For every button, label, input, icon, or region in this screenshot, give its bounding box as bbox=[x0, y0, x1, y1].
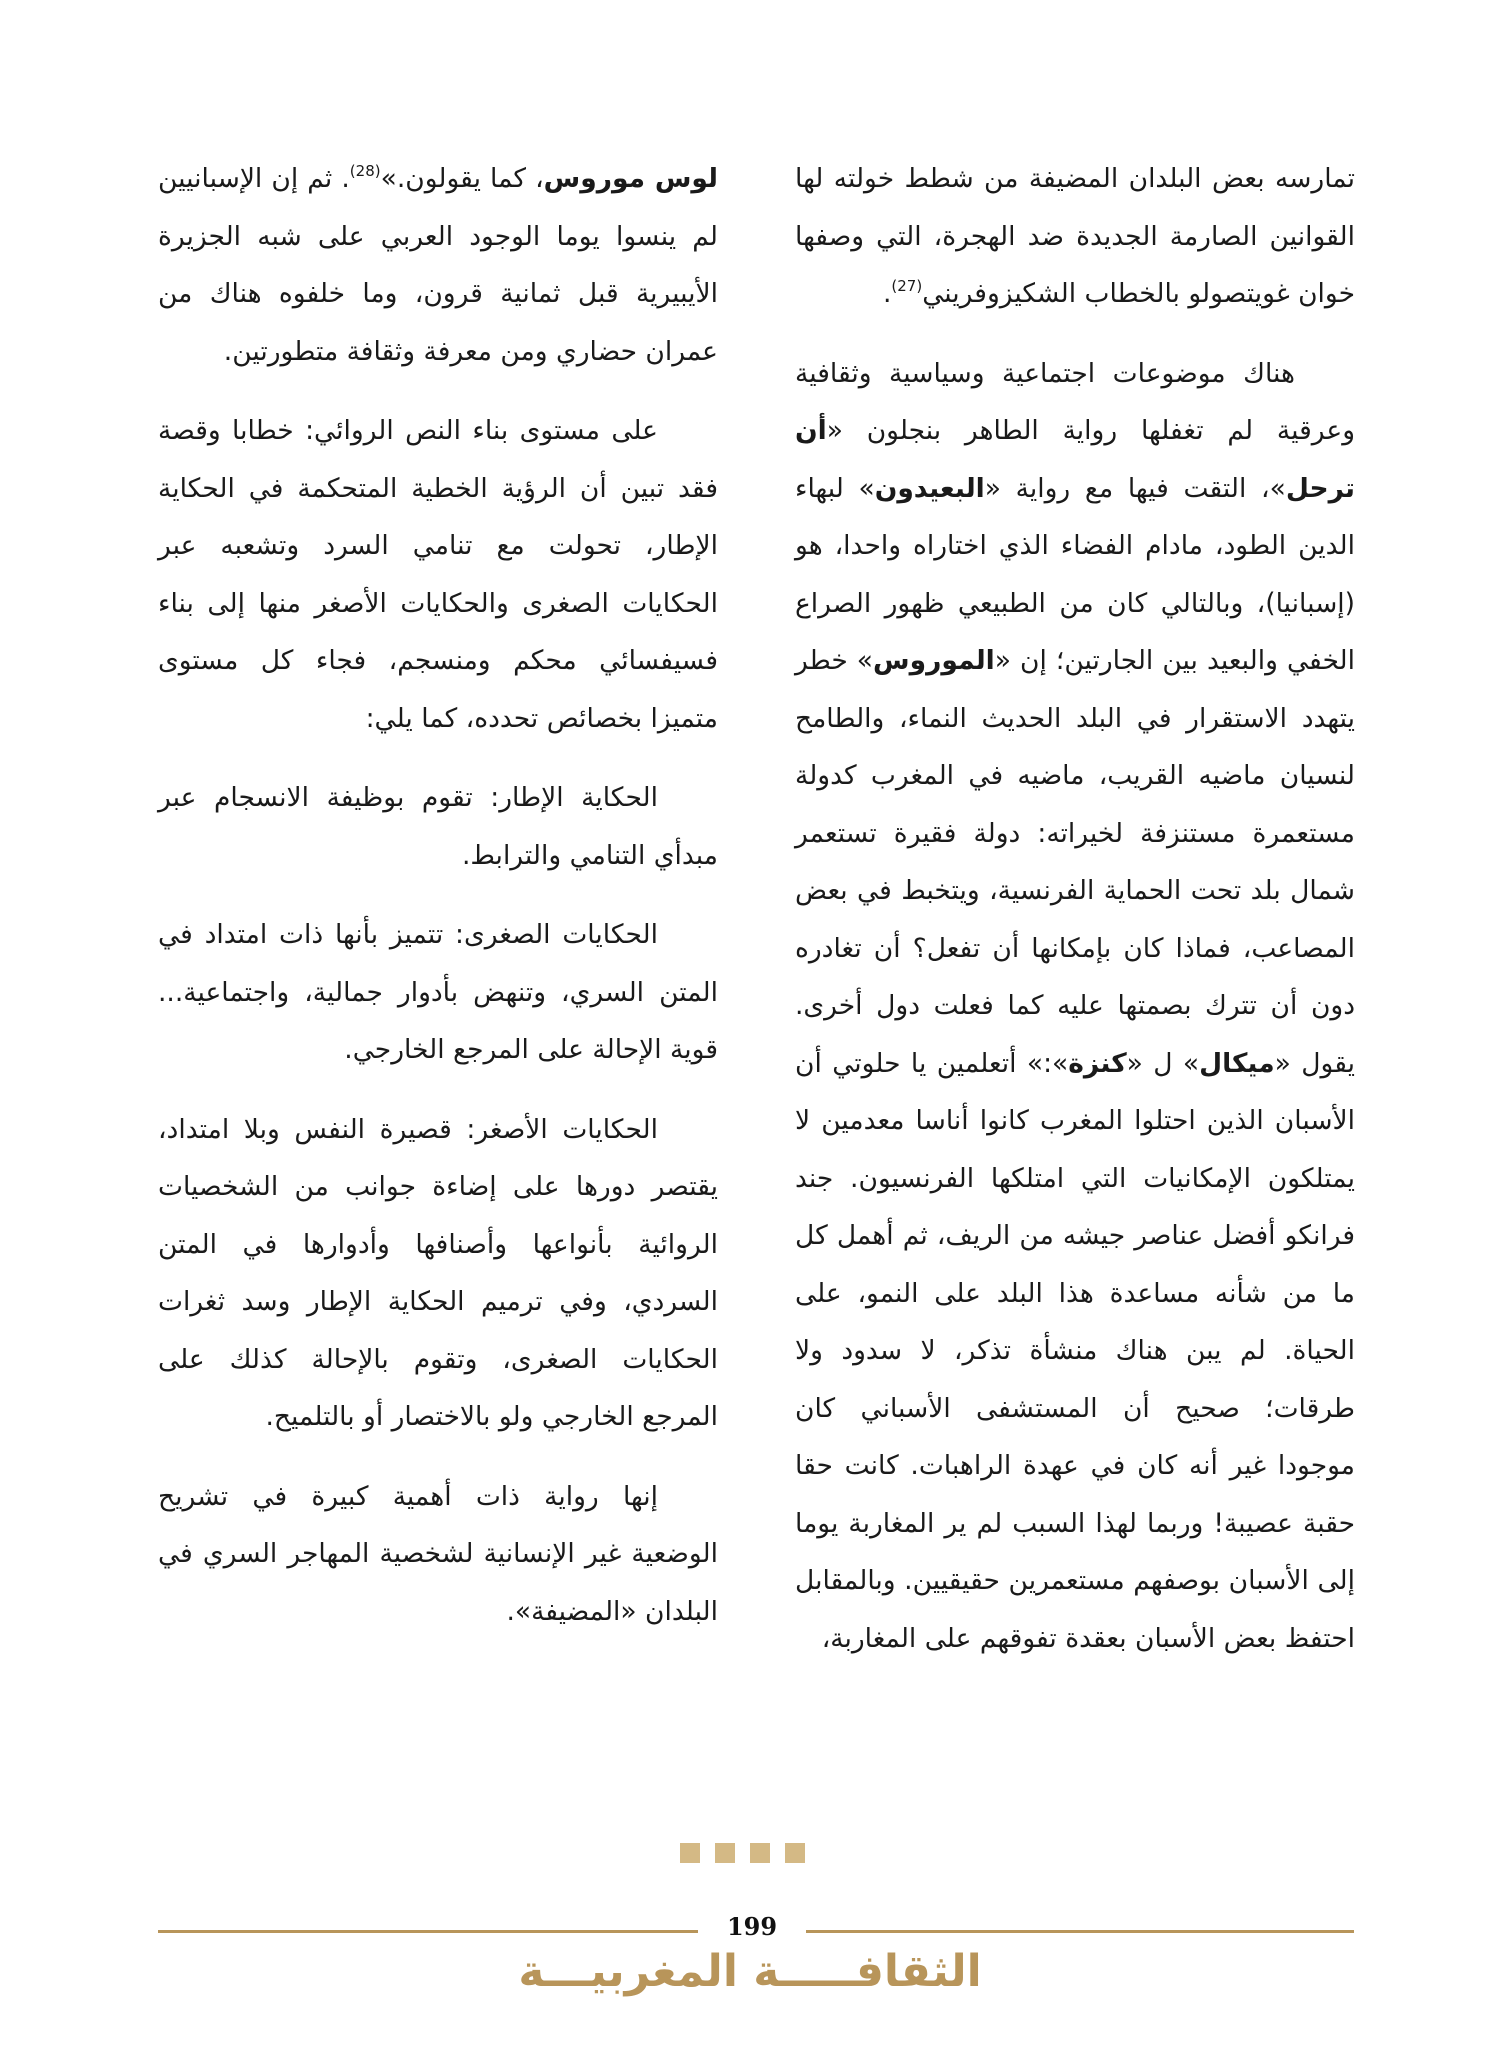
paragraph: إنها رواية ذات أهمية كبيرة في تشريح الوضعية غير الإنسانية لشخصية المهاجر السري في البلدان «المضيفة». bbox=[158, 1480, 718, 1627]
bold-term: لوس موروس bbox=[543, 163, 718, 194]
text-span: . ثم إن الإسبانيين لم ينسوا يوما الوجود العربي على شبه الجزيرة الأيبيرية قبل ثمانية قرون، وما خلفوه هناك من عمران حضاري ومن معرفة وثقافة متطورتين. bbox=[158, 163, 718, 367]
text-span: . bbox=[882, 278, 892, 309]
paragraph bbox=[795, 345, 1355, 1668]
text-span: »، التقت فيها مع رواية « bbox=[984, 472, 1286, 504]
square-ornament-icon bbox=[680, 1843, 700, 1863]
paragraph: الحكايات الأصغر: قصيرة النفس وبلا امتداد، يقتصر دورها على إضاءة جوانب من الشخصيات الروائية بأنواعها وأصنافها وأدوارها في المتن السردي، وفي ترميم الحكاية الإطار وسد ثغرات الحكايات الصغرى، وتقوم بالإحالة كذلك على المرجع الخارجي ولو بالاختصار أو بالتلميح. bbox=[158, 1113, 718, 1432]
paragraph: الحكاية الإطار: تقوم بوظيفة الانسجام عبر مبدأي التنامي والترابط. bbox=[158, 782, 718, 871]
square-ornament-icon bbox=[750, 1843, 770, 1863]
text-span: » خطر يتهدد الاستقرار في البلد الحديث النماء، والطامح لنسيان ماضيه القريب، ماضيه في المغرب كدولة مستعمرة مستنزفة لخيراته: دولة فقيرة تستعمر شمال بلد تحت الحماية الفرنسية، ويتخبط في بعض المصاعب، فماذا كان بإمكانها أن تفعل؟ أن تغادره دون أن تترك بصمتها عليه كما فعلت دول أخرى. يقول « bbox=[795, 645, 1355, 1079]
paragraph: على مستوى بناء النص الروائي: خطابا وقصة فقد تبين أن الرؤية الخطية المتحكمة في الحكاية الإطار، تحولت مع تنامي السرد وتشعبه عبر الحكايات الصغرى والحكايات الأصغر منها إلى بناء فسيفسائي محكم ومنسجم، فجاء كل مستوى متميزا بخصائص تحدده، كما يلي: bbox=[158, 415, 718, 734]
left-text-column bbox=[158, 150, 718, 1662]
right-text-column bbox=[795, 150, 1355, 1689]
character-name: كنزة bbox=[1068, 1047, 1127, 1079]
paragraph: الحكايات الصغرى: تتميز بأنها ذات امتداد في المتن السري، وتنهض بأدوار جمالية، واجتماعية... قوية الإحالة على المرجع الخارجي. bbox=[158, 919, 718, 1065]
character-name: ميكال bbox=[1199, 1047, 1275, 1079]
paragraph bbox=[158, 150, 718, 380]
footer-divider bbox=[806, 1930, 1354, 1933]
square-ornament-icon bbox=[715, 1843, 735, 1863]
magazine-title: الثقافـــــة المغربيـــة bbox=[518, 1946, 982, 1997]
bold-term: الموروس bbox=[873, 645, 995, 676]
page-number: 199 bbox=[726, 1912, 778, 1941]
text-span: تمارسه بعض البلدان المضيفة من شطط خولته لها القوانين الصارمة الجديدة ضد الهجرة، التي وصفها خوان غويتصولو بالخطاب الشكيزوفريني bbox=[795, 163, 1355, 309]
book-title: أن ترحل bbox=[795, 415, 1355, 504]
text-span: »:» أتعلمين يا حلوتي أن الأسبان الذين احتلوا المغرب كانوا أناسا معدمين لا يمتلكون الإمكانيات التي امتلكها الفرنسيون. جند فرانكو أفضل عناصر جيشه من الريف، ثم أهمل كل ما من شأنه مساعدة هذا البلد على النمو، على الحياة. لم يبن هناك منشأة تذكر، لا سدود ولا طرقات؛ صحيح أن المستشفى الأسباني كان موجودا غير أنه كان في عهدة الراهبات. كانت حقا حقبة عصيبة! وربما لهذا السبب لم ير المغاربة يوما إلى الأسبان بوصفهم مستعمرين حقيقيين. وبالمقابل احتفظ بعض الأسبان بعقدة تفوقهم على المغاربة، bbox=[795, 1047, 1355, 1654]
text-span: ، كما يقولون.» bbox=[380, 163, 544, 194]
book-title: البعيدون bbox=[874, 472, 985, 504]
text-span: هناك موضوعات اجتماعية وسياسية وثقافية وعرقية لم تغفلها رواية الطاهر بنجلون « bbox=[795, 357, 1355, 446]
footer-divider bbox=[158, 1930, 698, 1933]
paragraph bbox=[795, 150, 1355, 323]
section-end-ornament bbox=[680, 1843, 805, 1863]
footnote-ref[interactable]: (28) bbox=[349, 162, 381, 180]
footnote-ref[interactable]: (27) bbox=[891, 277, 923, 295]
text-span: » لبهاء الدين الطود، مادام الفضاء الذي اختاراه واحدا، هو (إسبانيا)، وبالتالي كان من الطبيعي ظهور الصراع الخفي والبعيد بين الجارتين؛ إن « bbox=[795, 472, 1355, 676]
square-ornament-icon bbox=[785, 1843, 805, 1863]
text-span: » ل « bbox=[1126, 1047, 1200, 1079]
